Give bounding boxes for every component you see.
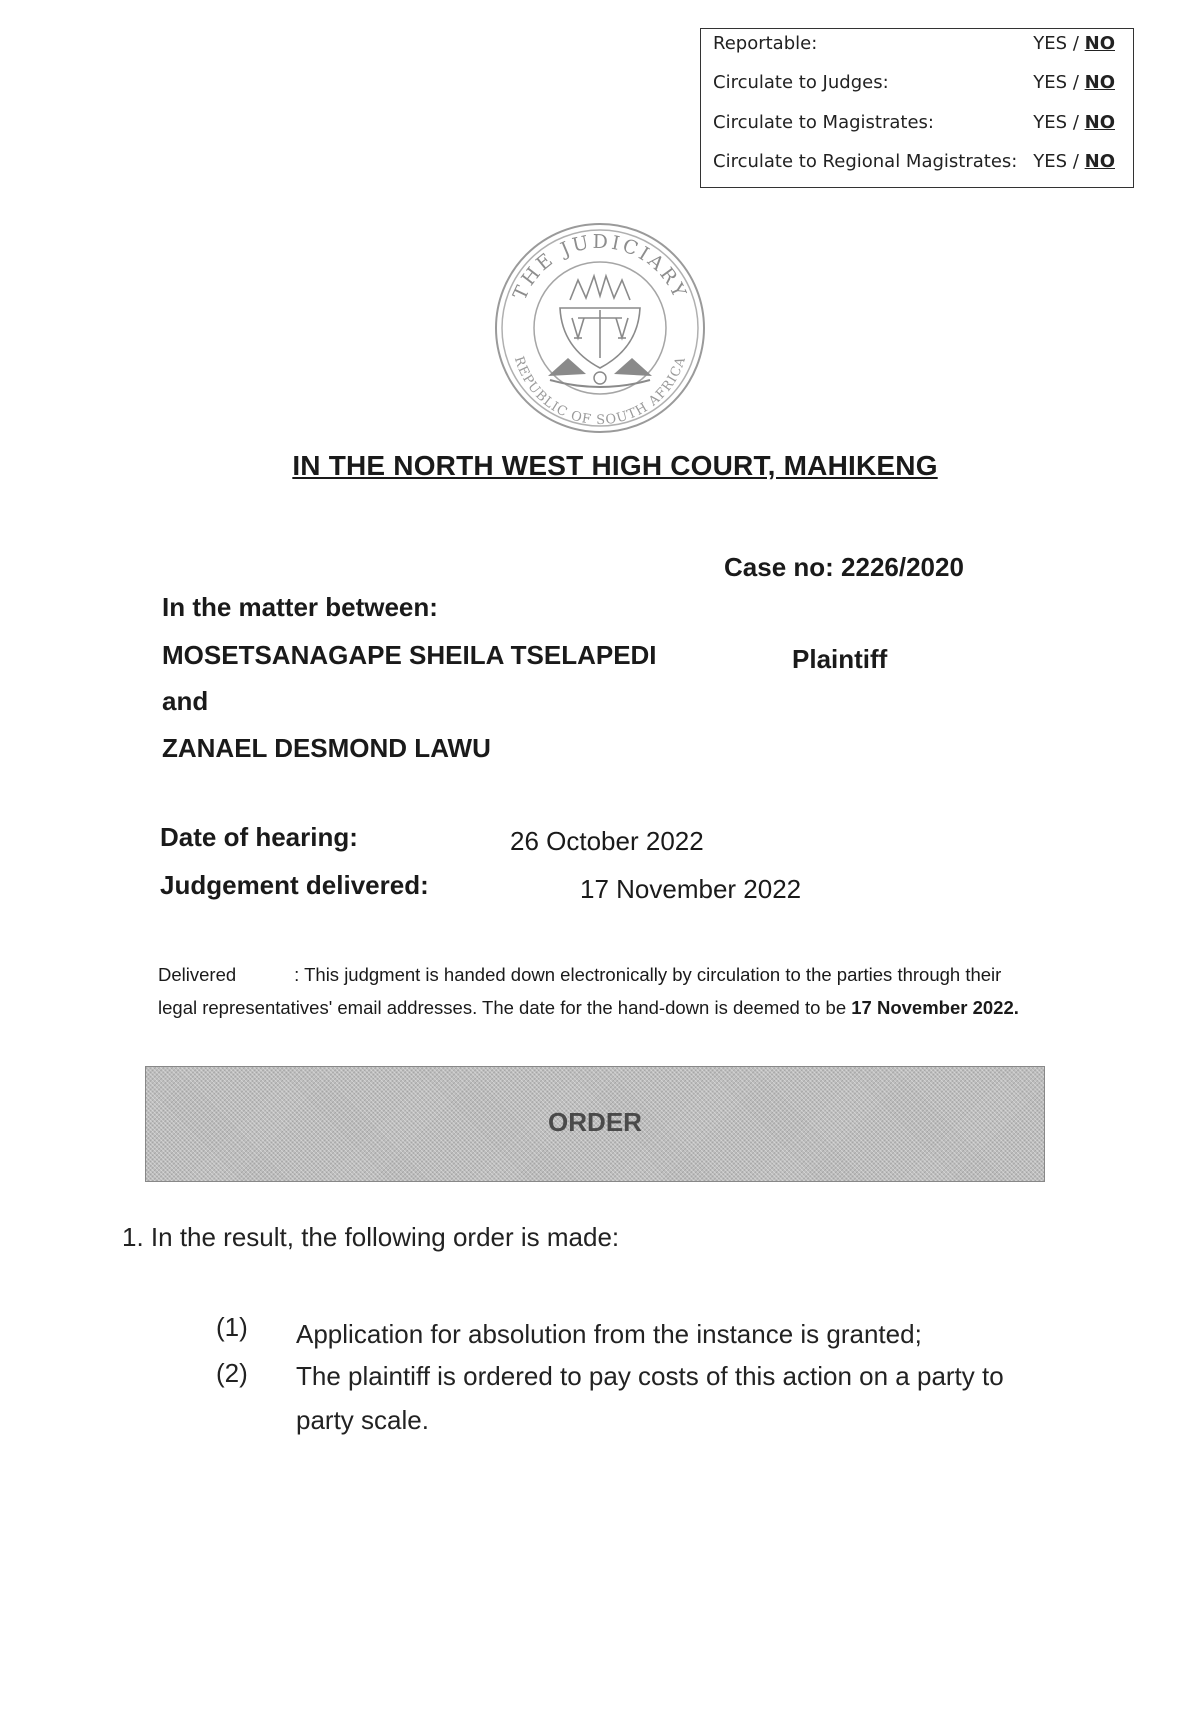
circulate-judges-row (713, 72, 1115, 102)
hearing-date: 26 October 2022 (510, 826, 704, 856)
yes-text: YES / (1033, 151, 1079, 172)
judgement-delivered-date: 17 November 2022 (580, 874, 802, 904)
order-item-number: (1) (216, 1312, 248, 1342)
circulate-judges-value (1033, 72, 1115, 93)
judiciary-seal (490, 218, 710, 438)
circulate-regional-value (1033, 151, 1115, 172)
circulate-magistrates-label: Circulate to Magistrates: (713, 112, 934, 133)
hearing-label: Date of hearing: (160, 822, 358, 852)
seal-top-text: THE JUDICIARY (508, 230, 692, 304)
delivered-note-label: Delivered (158, 964, 237, 985)
svg-text:THE JUDICIARY (509, 231, 691, 304)
seal-bottom-text: REPUBLIC OF SOUTH AFRICA (510, 354, 690, 429)
order-item-number: (2) (216, 1358, 248, 1388)
yes-text: YES / (1033, 72, 1079, 93)
defendant-name: ZANAEL DESMOND LAWU (162, 733, 491, 763)
no-text: NO (1084, 33, 1115, 54)
circulate-regional-label: Circulate to Regional Magistrates: (713, 151, 1018, 172)
circulate-magistrates-value (1033, 112, 1115, 133)
reportable-box (700, 28, 1134, 188)
circulate-judges-label: Circulate to Judges: (713, 72, 889, 93)
order-item-text: The plaintiff is ordered to pay costs of this action on a party to party scale. (296, 1361, 1004, 1435)
order-heading: ORDER (548, 1107, 642, 1137)
no-text: NO (1084, 151, 1115, 172)
delivered-note (158, 958, 1036, 1024)
case-number: Case no: 2226/2020 (724, 552, 964, 582)
yes-text: YES / (1033, 33, 1079, 54)
seal-icon (490, 218, 710, 438)
delivered-note-text: : This judgment is handed down electronically by circulation to the parties through their legal representatives' email addresses. The date for the hand-down is deemed to be (158, 964, 1002, 1018)
no-text: NO (1084, 112, 1115, 133)
svg-text:REPUBLIC OF SOUTH AFRICA (511, 355, 689, 428)
plaintiff-name: MOSETSANAGAPE SHEILA TSELAPEDI (162, 640, 657, 670)
order-heading-bar (145, 1066, 1045, 1182)
delivered-note-date: 17 November 2022. (851, 997, 1019, 1018)
reportable-label: Reportable: (713, 33, 818, 54)
reportable-value (1033, 33, 1115, 54)
yes-text: YES / (1033, 112, 1079, 133)
order-item-text: Application for absolution from the instance is granted; (296, 1319, 922, 1349)
court-title: IN THE NORTH WEST HIGH COURT, MAHIKENG (292, 450, 938, 481)
order-intro: 1. In the result, the following order is made: (122, 1222, 620, 1252)
circulate-regional-row (713, 151, 1115, 181)
no-text: NO (1084, 72, 1115, 93)
matter-between: In the matter between: (162, 592, 438, 622)
circulate-magistrates-row (713, 112, 1115, 142)
plaintiff-role: Plaintiff (792, 644, 888, 674)
judgement-delivered-label: Judgement delivered: (160, 870, 429, 900)
and-text: and (162, 686, 209, 716)
reportable-row (713, 33, 1115, 63)
